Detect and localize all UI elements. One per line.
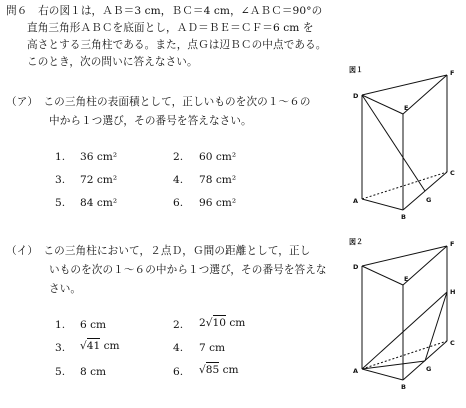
label-F: F [450, 240, 455, 248]
option-b-4-value: 7 cm [199, 342, 226, 354]
segment-AG [362, 361, 425, 369]
figure1-caption: 図１ [349, 66, 363, 74]
problem-header-line1: 問６ 右の図１は，ＡＢ＝3 cm，ＢＣ＝4 cm，∠ＡＢＣ＝90°の [6, 5, 323, 17]
label-B: B [401, 383, 406, 391]
option-a-5-value: 84 cm² [80, 197, 118, 209]
label-A: A [353, 367, 359, 375]
edge-AB [362, 369, 403, 380]
label-A: A [353, 197, 359, 205]
option-b-6-radicand: 85 [205, 364, 220, 376]
edge-EF [403, 246, 447, 285]
option-b-6-number: 6. [173, 366, 184, 378]
option-a-3-number: 3. [55, 174, 66, 186]
option-a-2-value: 60 cm² [199, 151, 237, 163]
label-E: E [404, 275, 409, 283]
label-C: C [450, 169, 455, 177]
question-b-line2: いものを次の１～６の中から１つ選び，その番号を答えな [49, 264, 327, 276]
edge-DF [362, 246, 447, 266]
question-a-line2: 中から１つ選び，その番号を答えなさい。 [49, 115, 252, 127]
option-b-1-number: 1. [55, 319, 66, 331]
label-B: B [401, 213, 406, 221]
option-a-6-value: 96 cm² [199, 197, 237, 209]
problem-header-line2: 直角三角形ＡＢＣを底面とし，ＡＤ＝ＢＥ＝ＣＦ＝6 cm を [27, 22, 314, 34]
option-a-1-value: 36 cm² [80, 151, 118, 163]
option-b-3-number: 3. [55, 342, 66, 354]
problem-header-line3: 高さとする三角柱である。また，点Ｇは辺ＢＣの中点である。 [27, 39, 327, 51]
sqrt-symbol: √ [80, 340, 87, 352]
label-G: G [426, 365, 432, 373]
label-E: E [404, 104, 409, 112]
label-C: C [450, 339, 455, 347]
question-b-line3: さい。 [49, 283, 82, 295]
label-G: G [426, 196, 432, 204]
option-b-4-number: 4. [173, 342, 184, 354]
option-a-4-value: 78 cm² [199, 174, 237, 186]
option-b-2-coefficient: 2 [199, 317, 206, 329]
figure2-caption: 図２ [349, 238, 363, 246]
label-D: D [353, 92, 359, 100]
option-a-4-number: 4. [173, 174, 184, 186]
option-a-3-value: 72 cm² [80, 174, 118, 186]
option-a-2-number: 2. [173, 151, 184, 163]
question-a-line1: （ア） この三角柱の表面積として，正しいものを次の１～６の [6, 96, 311, 108]
sqrt-symbol: √ [199, 364, 206, 376]
option-b-1-value: 6 cm [80, 319, 107, 331]
sqrt-symbol: √ [205, 317, 213, 329]
question-b-line1: （イ） この三角柱において，２点Ｄ，Ｇ間の距離として，正し [6, 245, 311, 257]
edge-DE [362, 266, 403, 285]
option-b-2-radicand: 10 [212, 317, 226, 329]
edge-AC-hidden [362, 341, 447, 369]
label-H: H [450, 288, 456, 296]
label-D: D [353, 263, 359, 271]
option-a-1-number: 1. [55, 151, 66, 163]
option-b-5-number: 5. [55, 366, 66, 378]
option-b-2-number: 2. [173, 319, 184, 331]
option-b-2-unit: cm [229, 317, 246, 329]
option-a-5-number: 5. [55, 197, 66, 209]
label-F: F [450, 69, 455, 77]
option-b-3-unit: cm [103, 340, 120, 352]
option-b-3-radicand: 41 [86, 340, 101, 352]
problem-header-line4: このとき，次の問いに答えなさい。 [27, 56, 198, 68]
option-b-6-unit: cm [222, 364, 239, 376]
option-a-6-number: 6. [173, 197, 184, 209]
option-b-5-value: 8 cm [80, 366, 107, 378]
